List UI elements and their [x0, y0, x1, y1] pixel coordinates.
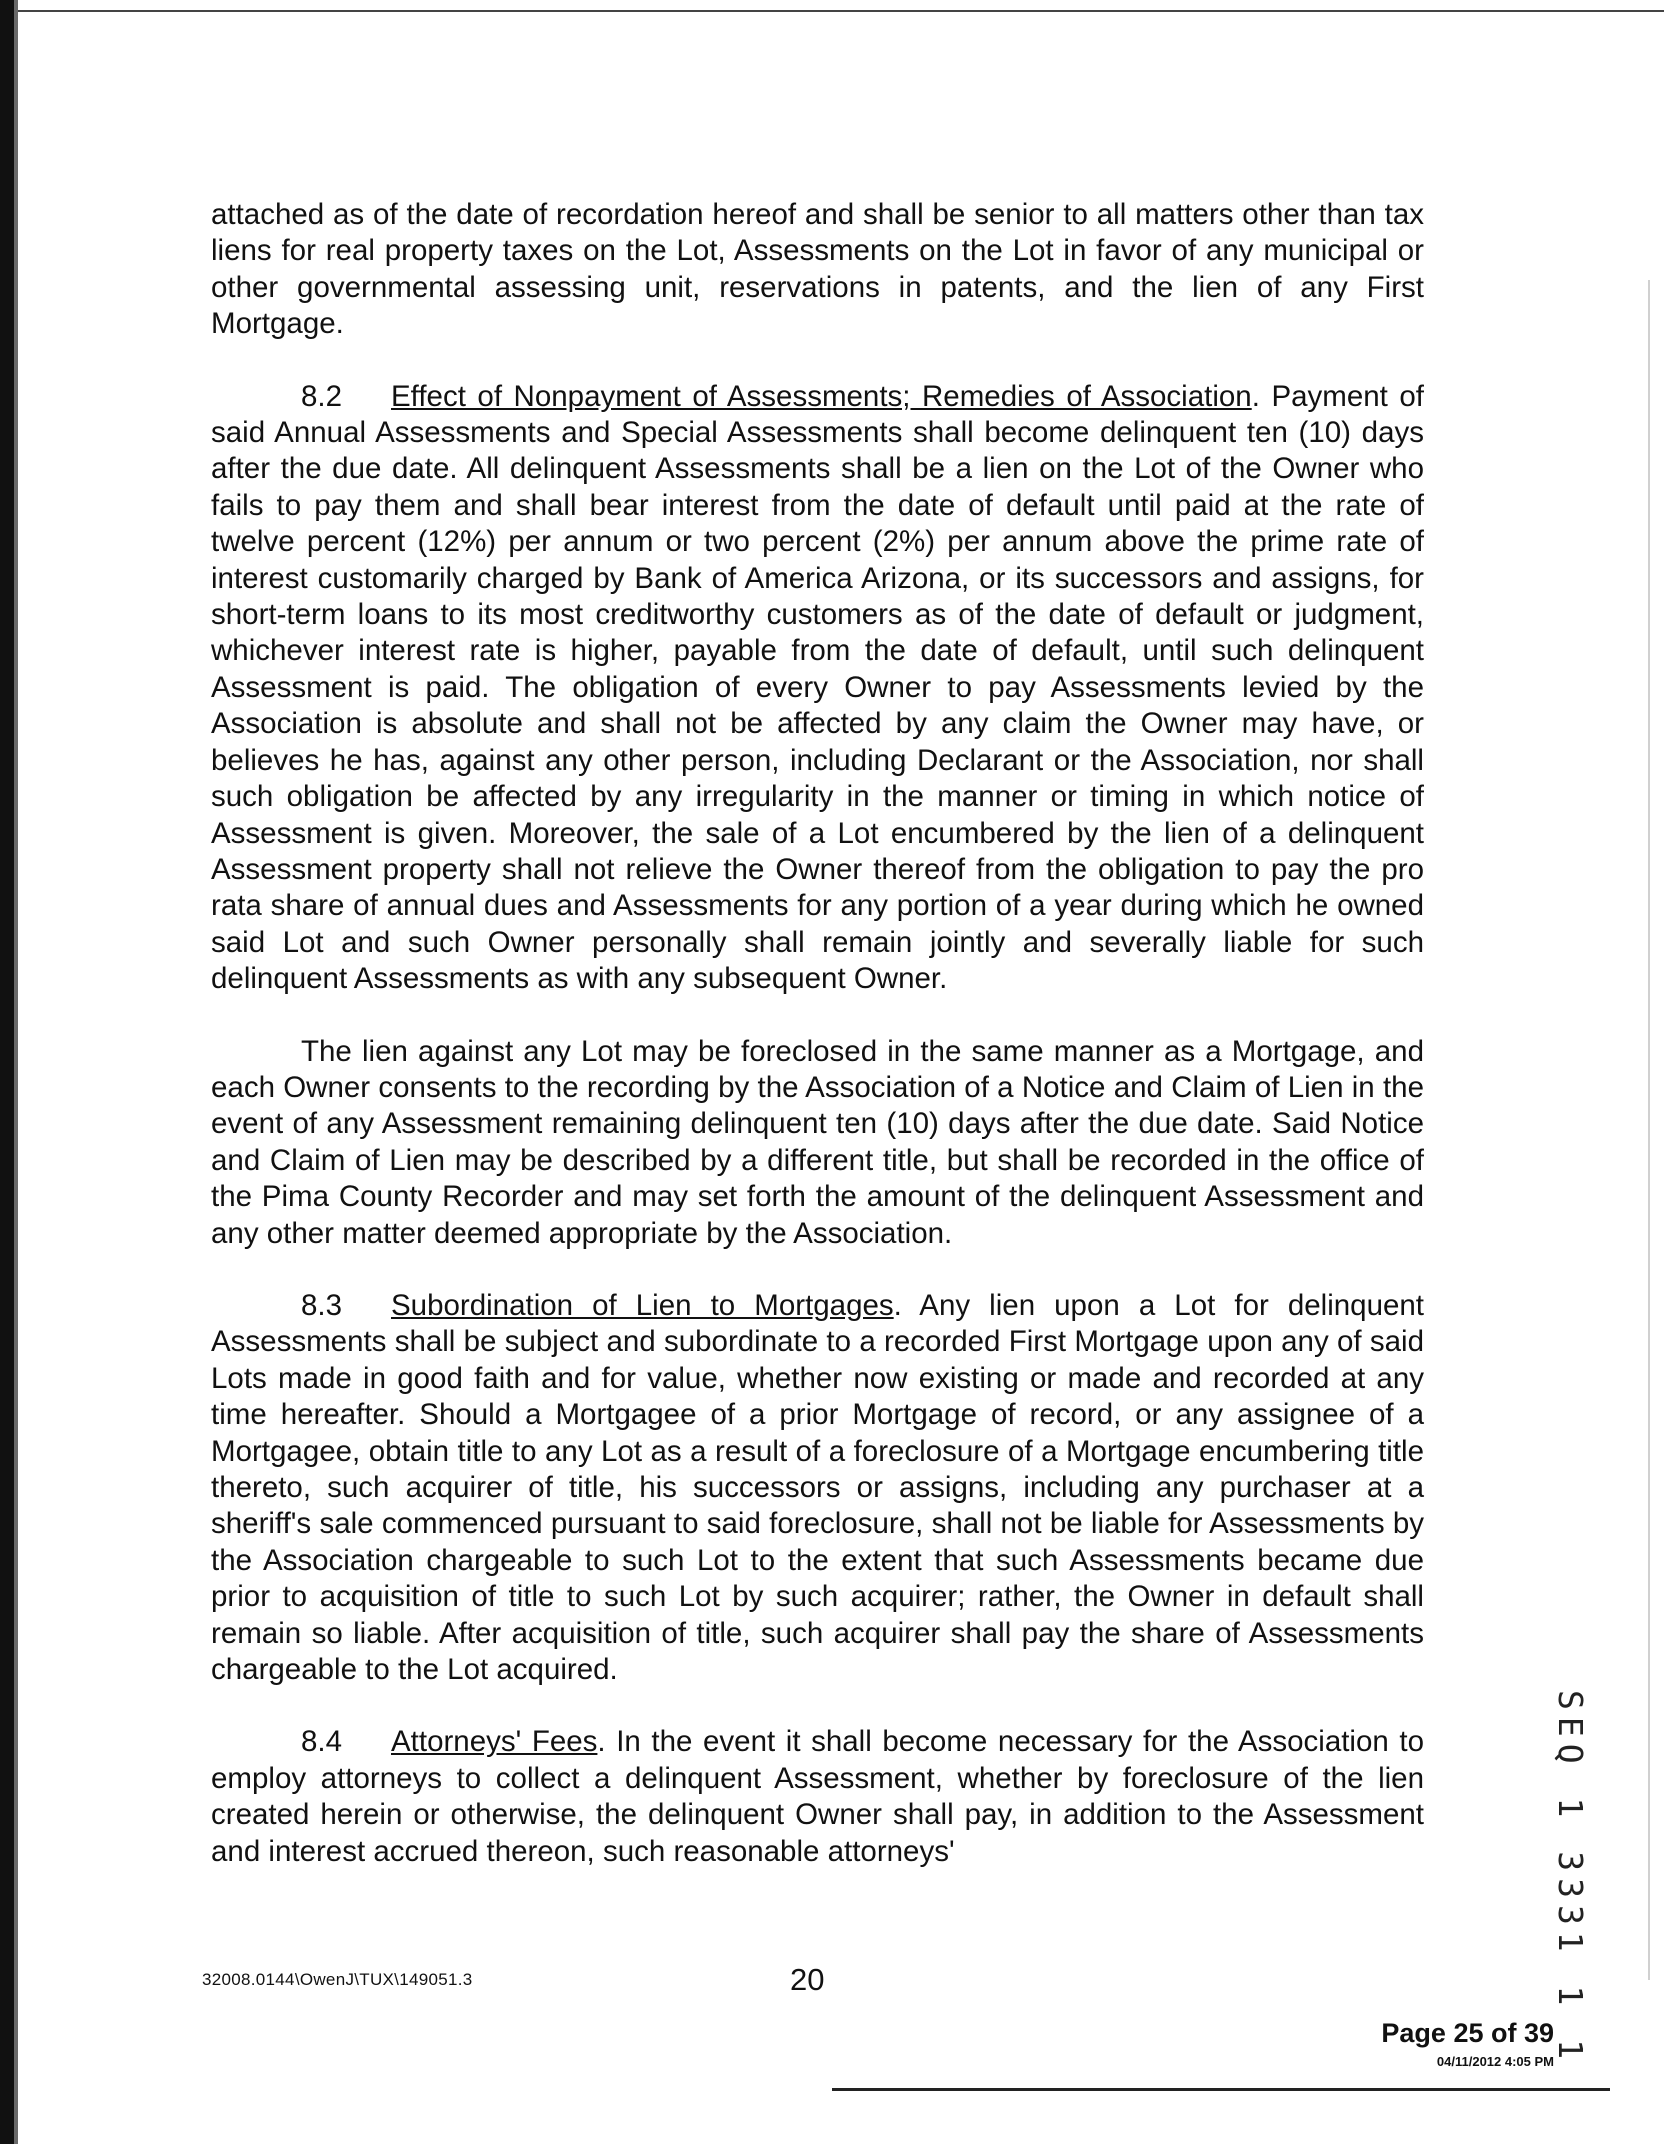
scan-left-shadow: [14, 0, 18, 2144]
scan-right-margin-line: [1648, 280, 1650, 1980]
paragraph-8-4: [211, 1724, 1424, 1870]
paragraph-8-2: [211, 379, 1424, 998]
scan-left-edge: [0, 0, 14, 2144]
recorder-page-count: Page 25 of 39: [1381, 2018, 1554, 2048]
page-number: 20: [790, 1962, 825, 1997]
section-text-8-3: . Any lien upon a Lot for delinquent Assessments shall be subject and subordinate to a recorded First Mortgage upon any of said Lots made in good faith and for value, whether now existing or made and recorded at any time hereafter. Should a Mortgagee of a prior Mortgage of record, or any assignee of a Mortgagee, obtain title to any Lot as a result of a foreclosure of a Mortgage encumbering title thereto, such acquirer of title, his successors or assigns, including any purchaser at a sheriff's sale commenced pursuant to said foreclosure, shall not be liable for Assessments by the Association chargeable to such Lot to the extent that such Assessments became due prior to acquisition of title to such Lot by such acquirer; rather, the Owner in default shall remain so liable. After acquisition of title, such acquirer shall pay the share of Assessments chargeable to the Lot acquired.: [211, 1288, 1425, 1687]
scan-top-edge: [0, 0, 1664, 12]
section-heading-8-2: Effect of Nonpayment of Assessments; Remedies of Association: [391, 379, 1252, 413]
section-text-8-4: . In the event it shall become necessary for the Association to employ attorneys to collect a delinquent Assessment, whether by foreclosure of the lien created herein or otherwise, the delinquent Owner shall pay, in addition to the Assessment and interest accrued thereon, such reasonable attorneys': [211, 1725, 1424, 1868]
paragraph-lien-foreclosure: The lien against any Lot may be foreclosed in the same manner as a Mortgage, and each Owner consents to the recording by the Association of a Notice and Claim of Lien in the event of any Assessment remaining delinquent ten (10) days after the due date. Said Notice and Claim of Lien may be described by a different title, but shall be recorded in the office of the Pima County Recorder and may set forth the amount of the delinquent Assessment and any other matter deemed appropriate by the Association.: [211, 1034, 1424, 1250]
section-number-8-3: 8.3: [301, 1288, 343, 1322]
recorder-datetime: 04/11/2012 4:05 PM: [1436, 2054, 1554, 2069]
paragraph-continued: attached as of the date of recordation hereof and shall be senior to all matters other than tax liens for real property taxes on the Lot, Assessments on the Lot in favor of any municipal or other governmental assessing unit, reservations in patents, and the lien of any First Mortgage.: [211, 198, 1424, 341]
section-number-8-4: 8.4: [301, 1725, 343, 1759]
section-heading-8-3: Subordination of Lien to Mortgages: [391, 1288, 894, 1322]
section-heading-8-4: Attorneys' Fees: [391, 1725, 598, 1759]
section-text-8-2: . Payment of said Annual Assessments and Special Assessments shall become delinquent ten (10) days after the due date. All delinquent Assessments shall be a lien on the Lot of the Owner who fails to pay them and shall bear interest from the date of default until paid at the rate of twelve percent (12%) per annum or two percent (2%) per annum above the prime rate of interest customarily charged by Bank of America Arizona, or its successors and assigns, for short-term loans to its most creditworthy customers as of the date of default or judgment, whichever interest rate is higher, payable from the date of default, until such delinquent Assessment is paid. The obligation of every Owner to pay Assessments levied by the Association is absolute and shall not be affected by any claim the Owner may have, or believes he has, against any other person, including Declarant or the Association, nor shall such obligation be affected by any irregularity in the manner or timing in which notice of Assessment is given. Moreover, the sale of a Lot encumbered by the lien of a delinquent Assessment property shall not relieve the Owner thereof from the obligation to pay the pro rata share of annual dues and Assessments for any portion of a year during which he owned said Lot and such Owner personally shall remain jointly and severally liable for such delinquent Assessments as with any subsequent Owner.: [211, 379, 1424, 996]
recorder-margin-stamp: SEQ 1 3331 1 1: [1551, 1690, 1590, 2067]
document-body: [211, 197, 1424, 1870]
document-reference: 32008.0144\OwenJ\TUX\149051.3: [202, 1970, 473, 1989]
footer-rule: [832, 2088, 1610, 2091]
section-number-8-2: 8.2: [301, 379, 343, 413]
paragraph-8-3: [211, 1288, 1424, 1688]
